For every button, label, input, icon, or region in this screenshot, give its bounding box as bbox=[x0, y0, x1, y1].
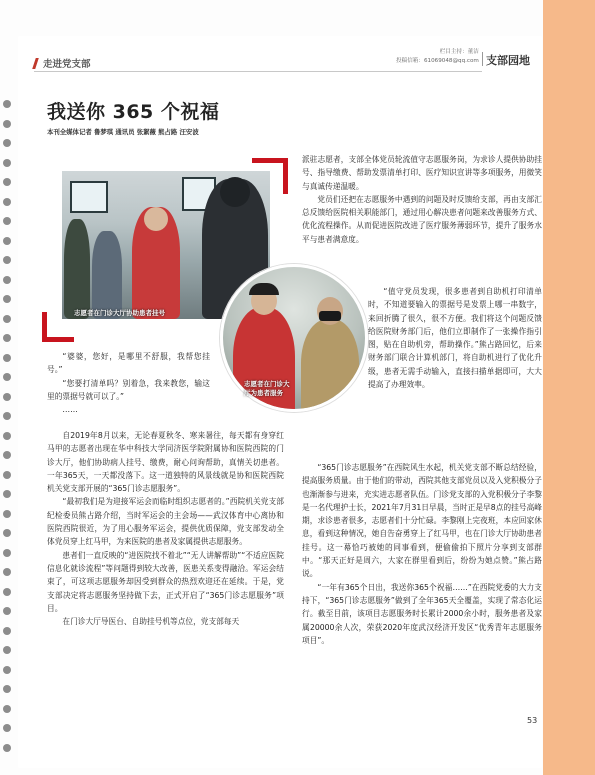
paragraph: “一年有365个日出，我送你365个祝福……”在西院党委的大力支持下，“365门诊志愿服务”做到了全年365天全覆盖，实现了常态化运行。截至目前，该项目志愿服务时长累计2000余小时，服务患者及家属20000余人次，荣获2020年度武汉经济开发区“优秀青年志愿服务项目”。 bbox=[302, 582, 542, 645]
section-label-right: 支部园地 bbox=[486, 54, 530, 67]
paragraph: “最初我们是为迎接军运会而临时组织志愿者的。”西院机关党支部纪检委员熊占路介绍，当时军运会的主会场——武汉体育中心离协和医院西院很近，为了用心服务军运会，提供优质保障，党支部发动全体党员穿上红马甲，为来医院的患者及家属提供志愿服务。 bbox=[47, 497, 284, 547]
paragraph: 党员们还把在志愿服务中遇到的问题及时反馈给支部，再由支部汇总反馈给医院相关职能部门，通过用心解决患者问题来改善服务方式、优化流程操作。从而促进医院改进了医疗服务薄弱环节，提升了服务水平与患者满意度。 bbox=[302, 194, 542, 244]
page-number: 53 bbox=[527, 716, 538, 725]
article-byline: 本刊全媒体记者 鲁梦琪 通讯员 张絮薇 熊占路 汪安波 bbox=[47, 128, 199, 136]
paragraph: 自2019年8月以来，无论春夏秋冬、寒来暑往，每天都有身穿红马甲的志愿者出现在华中科技大学同济医学院附属协和医院西院的门诊大厅，他们协助病人挂号、缴费，耐心问询帮助，真情关切患者。一年365天，一天都没落下。这一道独特的风景线就是协和医院西院机关党支部开展的“365门诊志愿服务”。 bbox=[47, 431, 284, 494]
paragraph: 患者们一直反映的“进医院找不着北”“无人讲解帮助”“不适应医院信息化就诊流程”等问题得到较大改善，医患关系变得融洽。军运会结束了，可这项志愿服务却因受到群众的热烈欢迎还在延续。于是，党支部决定将志愿服务坚持做下去，正式开启了“365门诊志愿服务”项目。 bbox=[47, 550, 284, 613]
editor-info bbox=[396, 48, 479, 66]
paragraph: …… bbox=[62, 405, 78, 415]
paragraph: 派驻志愿者，支部全体党员轮流值守志愿服务岗，为求诊人提供协助挂号、指导缴费、帮助发票清单打印、医疗知识宣讲等多项服务，用微笑与真诚传递温暖。 bbox=[302, 155, 542, 191]
paragraph: 在门诊大厅导医台、自助挂号机等点位，党支部每天 bbox=[62, 617, 240, 627]
photo1-caption: 志愿者在门诊大厅协助患者挂号 bbox=[74, 309, 165, 317]
binding-holes bbox=[3, 100, 15, 763]
paragraph: “婆婆，您好，是哪里不舒服，我帮您挂号。” bbox=[47, 352, 210, 375]
right-column-wrap bbox=[368, 285, 542, 391]
paragraph: “您要打清单吗？别着急，我来教您，输这里的票据号就可以了。” bbox=[47, 378, 210, 401]
photo2-caption: 志愿者在门诊大厅为患者服务 bbox=[244, 380, 290, 397]
right-column-body bbox=[302, 461, 542, 647]
left-column-body bbox=[47, 429, 284, 628]
corner-decoration-top-v bbox=[283, 158, 288, 194]
right-column-top bbox=[302, 153, 542, 246]
email-line: 投稿信箱：61069048@qq.com bbox=[396, 58, 479, 64]
slash-icon bbox=[32, 58, 39, 69]
header-divider bbox=[482, 52, 483, 66]
header-rule bbox=[34, 71, 482, 72]
section-label-left bbox=[34, 56, 91, 70]
corner-decoration-bottom-h bbox=[42, 337, 74, 342]
paragraph: “365门诊志愿服务”在西院风生水起，机关党支部不断总结经验，提高服务质量。由于他们的带动，西院其他支部党员以及入党积极分子也渐渐参与进来，充实进志愿者队伍。门诊党支部的入党积极分子李黎是一名代理护士长，2021年7月31日早晨，当时正是早8点的挂号高峰期，求诊患者很多，志愿者们十分忙碌。李黎刚上完夜班，本应回家休息，看到这种情况，她自告奋勇穿上了红马甲，也在门诊大厅协助患者挂号。这一幕恰巧被她的同事看到，便偷偷拍下照片分享到支部群中。“那天正好是周六，大家在群里看到后，纷纷为她点赞。”熊占路说。 bbox=[302, 463, 542, 579]
section-left-text: 走进党支部 bbox=[43, 59, 91, 70]
photo-volunteer-service bbox=[220, 264, 368, 412]
article-title: 我送你 365 个祝福 bbox=[47, 101, 220, 123]
left-column-top bbox=[47, 350, 210, 416]
paragraph: “值守党员发现，很多患者到自助机打印清单时，不知道要输入的票据号是发票上哪一串数字，来回折腾了很久，很不方便。我们将这个问题反馈给医院财务部门后，他们立即制作了一张操作指引图，贴在自助机旁，帮助操作。”熊占路回忆，后来财务部门联合计算机部门，将自助机进行了优化升级，患者无需手动输入，直接扫描单据即可，大大提高了办理效率。 bbox=[368, 287, 542, 390]
orange-side-band bbox=[543, 0, 595, 775]
editor-line: 栏目主持：董洁 bbox=[439, 49, 479, 55]
